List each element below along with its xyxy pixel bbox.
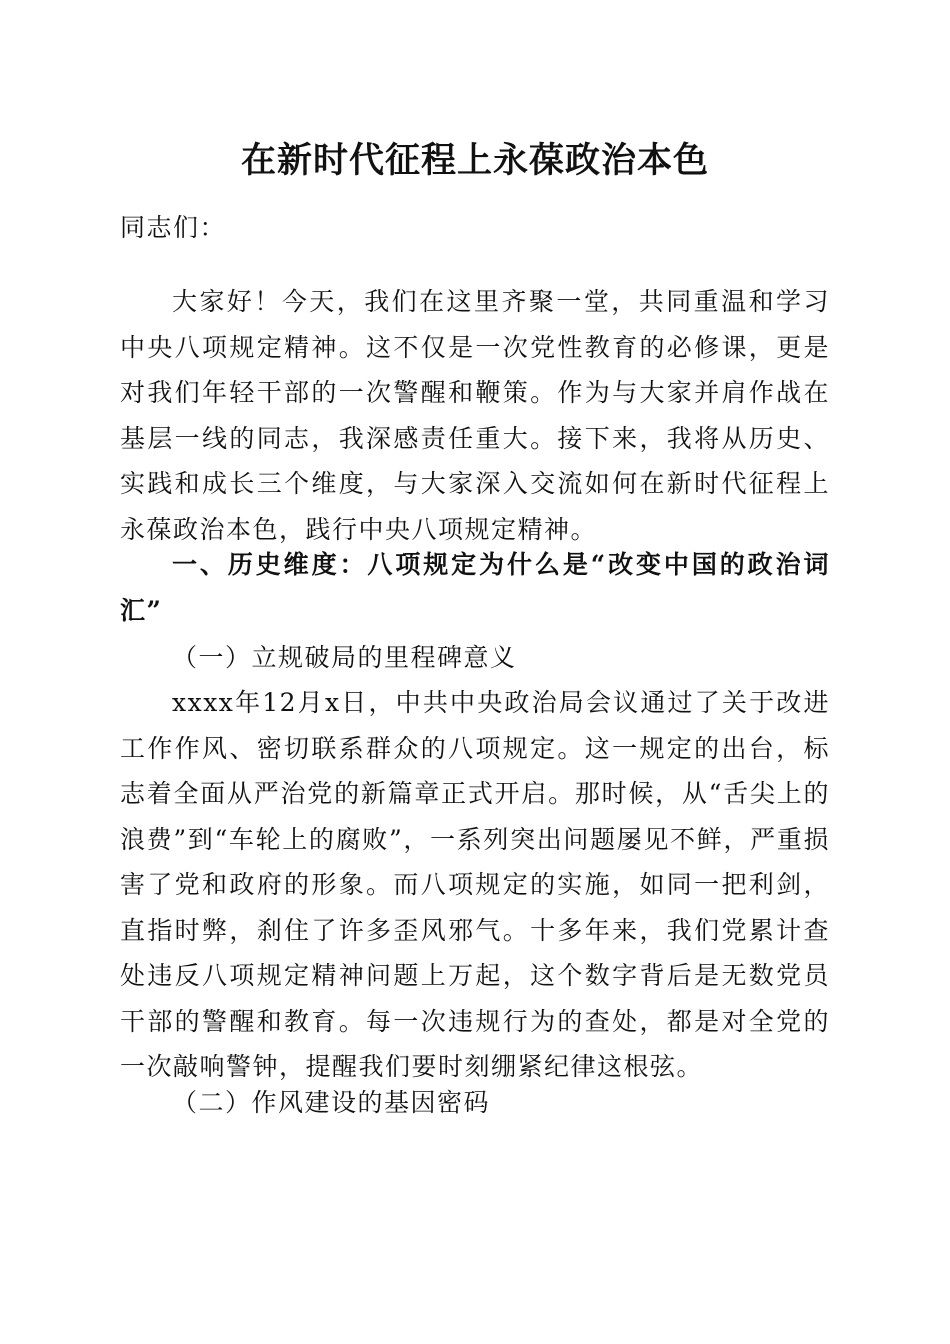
section-heading-1: 一、历史维度：八项规定为什么是“改变中国的政治词汇” [120,550,830,625]
subsection-heading-2: （二）作风建设的基因密码 [172,1088,491,1117]
intro-paragraph: 大家好！今天，我们在这里齐聚一堂，共同重温和学习中央八项规定精神。这不仅是一次党性教育的必修课，更是对我们年轻干部的一次警醒和鞭策。作为与大家并肩作战在基层一线的同志，我深感责任重大。接下来，我将从历史、实践和成长三个维度，与大家深入交流如何在新时代征程上永葆政治本色，践行中央八项规定精神。 [120,287,830,544]
salutation: 同志们： [120,213,227,242]
subsection-1-paragraph: xxxx年12月x日，中共中央政治局会议通过了关于改进工作作风、密切联系群众的八项规定。这一规定的出台，标志着全面从严治党的新篇章正式开启。那时候，从“舌尖上的浪费”到“车轮上的腐败”，一系列突出问题屡见不鲜，严重损害了党和政府的形象。而八项规定的实施，如同一把利剑，直指时弊，刹住了许多歪风邪气。十多年来，我们党累计查处违反八项规定精神问题上万起，这个数字背后是无数党员干部的警醒和教育。每一次违规行为的查处，都是对全党的一次敲响警钟，提醒我们要时刻绷紧纪律这根弦。 [120,688,830,1081]
subsection-heading-1: （一）立规破局的里程碑意义 [172,643,517,672]
document-title: 在新时代征程上永葆政治本色 [240,140,709,181]
